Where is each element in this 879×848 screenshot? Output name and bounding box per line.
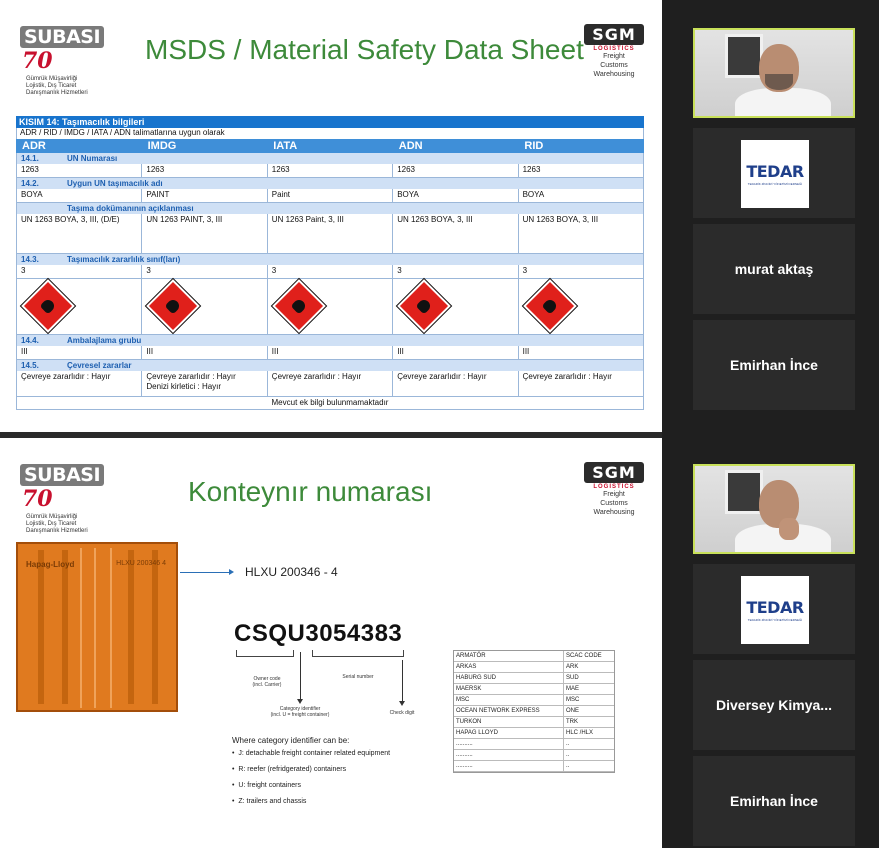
table-cell: SUD: [566, 675, 579, 681]
table-cell: 1263: [393, 164, 518, 178]
participant-tile[interactable]: [693, 660, 855, 750]
table-row: [454, 706, 614, 717]
check-digit-arrow: [402, 660, 403, 704]
table-cell: ARMATÖR: [454, 651, 564, 661]
table-cell: ARK: [566, 664, 579, 670]
category-arrow: [300, 652, 301, 702]
col-adn: ADN: [398, 140, 423, 152]
row-label-env: 14.5. Çevresel zararlar: [16, 360, 644, 371]
table-cell: 1263: [142, 164, 267, 178]
table-cell: 1263: [519, 164, 644, 178]
category-label: Category identifier (incl. U = freight container): [270, 706, 330, 718]
table-cell: ..........: [454, 739, 564, 749]
table-cell: ONE: [566, 708, 580, 714]
owner-brace: [236, 650, 294, 657]
participant-tile-tedar[interactable]: [693, 128, 855, 218]
table-row: [454, 750, 614, 761]
table-cell: 3: [142, 265, 267, 279]
table-row: [454, 695, 614, 706]
table-cell: Çevreye zararlıdır : Hayır: [268, 371, 393, 397]
subasi-logo-sub: Gümrük Müşavirliği Lojistik, Dış Ticaret Danışmanlık Hizmetleri: [26, 76, 88, 96]
table-row: [16, 265, 644, 279]
table-cell: III: [268, 346, 393, 360]
table-cell: Çevreye zararlıdır : Hayır: [393, 371, 518, 397]
participant-video-tile[interactable]: [693, 28, 855, 118]
table-row: [454, 673, 614, 684]
list-item: • Z: trailers and chassis: [232, 798, 307, 805]
table-row: [454, 684, 614, 695]
row-packing-cells: [16, 346, 644, 360]
table-footer: Mevcut ek bilgi bulunmamaktadır: [16, 397, 644, 410]
table-cell: 3: [519, 265, 644, 279]
table-row: [16, 164, 644, 178]
row-env-cells: [16, 371, 644, 397]
shipping-container-photo: [16, 542, 178, 712]
speaker-hand: [779, 518, 799, 540]
table-cell: 1263: [17, 164, 142, 178]
table-cell: UN 1263 BOYA, 3, III, (D/E): [17, 214, 142, 254]
tedar-logo: TEDAR TEDARİK ZİNCİRİ YÖNETİMİ DERNEĞİ: [741, 576, 809, 644]
sgm-logo: SGM LOGISTICS Freight Customs Warehousing: [584, 24, 644, 79]
section-header: KISIM 14: Taşımacılık bilgileri: [16, 116, 644, 128]
pointer-arrow: [180, 572, 232, 573]
section-subheader: ADR / RID / IMDG / IATA / ADN talimatlarına uygun olarak: [16, 128, 644, 139]
wall-picture: [725, 470, 763, 514]
participant-tile[interactable]: [693, 320, 855, 410]
table-cell: ..: [566, 752, 570, 758]
table-cell: 3: [268, 265, 393, 279]
table-cell: 3: [17, 265, 142, 279]
table-cell: HLC /HLX: [566, 730, 594, 736]
table-cell: Çevreye zararlıdır : Hayır: [519, 371, 644, 397]
table-cell: PAINT: [142, 189, 267, 203]
table-row: [16, 189, 644, 203]
table-cell: III: [142, 346, 267, 360]
msds-rows: [16, 153, 644, 279]
table-cell: UN 1263 BOYA, 3, III: [519, 214, 644, 254]
list-item: • J: detachable freight container related equipment: [232, 750, 391, 757]
list-item: • R: reefer (refridgerated) containers: [232, 766, 347, 773]
table-cell: BOYA: [519, 189, 644, 203]
scac-code-table: [453, 650, 615, 773]
flammable-hazard-icon: [147, 279, 201, 333]
table-cell: OCEAN NETWORK EXPRESS: [454, 706, 564, 716]
table-cell: HAPAG LLOYD: [454, 728, 564, 738]
container-number-example: CSQU3054383: [234, 620, 403, 647]
flammable-hazard-icon: [21, 279, 75, 333]
col-iata: IATA: [273, 140, 298, 152]
participant-tile[interactable]: [693, 224, 855, 314]
table-cell: ..........: [454, 761, 564, 771]
shared-slide-msds: [0, 0, 662, 432]
table-cell: UN 1263 Paint, 3, III: [268, 214, 393, 254]
table-row: [454, 651, 614, 662]
table-cell: Çevreye zararlıdır : Hayır: [17, 371, 142, 397]
participant-name: Emirhan İnce: [730, 793, 818, 809]
container-brand: Hapag-Lloyd: [26, 560, 75, 569]
slide-title: MSDS / Material Safety Data Sheet: [145, 34, 584, 65]
table-cell: UN 1263 BOYA, 3, III: [393, 214, 518, 254]
table-cell: BOYA: [17, 189, 142, 203]
table-row: [454, 717, 614, 728]
hazard-pictogram-row: [16, 279, 644, 335]
table-row: [454, 662, 614, 673]
slide-title: Konteynır numarası: [188, 476, 433, 507]
table-cell: MAERSK: [454, 684, 564, 694]
table-cell: MAE: [566, 686, 580, 692]
msds-table: [16, 116, 644, 410]
flammable-hazard-icon: [272, 279, 326, 333]
table-row: [454, 739, 614, 750]
participant-tile-tedar[interactable]: [693, 564, 855, 654]
table-cell: MSC: [454, 695, 564, 705]
row-label: 14.2. Uygun UN taşımacılık adı: [16, 178, 644, 189]
table-cell: TURKON: [454, 717, 564, 727]
table-cell: 1263: [268, 164, 393, 178]
container-code: HLXU 200346 4: [116, 560, 166, 567]
table-row: [454, 728, 614, 739]
table-cell: ..: [566, 741, 570, 747]
row-label-packing: 14.4. Ambalajlama grubu: [16, 335, 644, 346]
serial-brace: [312, 650, 404, 657]
list-item: • U: freight containers: [232, 782, 301, 789]
table-cell: UN 1263 PAINT, 3, III: [142, 214, 267, 254]
table-cell: III: [393, 346, 518, 360]
category-intro: Where category identifier can be:: [232, 736, 350, 745]
participant-name: murat aktaş: [734, 261, 814, 277]
table-row: [16, 214, 644, 254]
speaker-body: [735, 88, 831, 118]
tedar-logo: TEDAR TEDARİK ZİNCİRİ YÖNETİMİ DERNEĞİ: [741, 140, 809, 208]
flammable-hazard-icon: [397, 279, 451, 333]
table-cell: Paint: [268, 189, 393, 203]
row-label: 14.3. Taşımacılık zararlılık sınıf(ları): [16, 254, 644, 265]
table-cell: III: [519, 346, 644, 360]
table-cell: SCAC CODE: [566, 653, 602, 659]
wall-picture: [725, 34, 763, 78]
col-adr: ADR: [22, 140, 46, 152]
table-row: [454, 761, 614, 772]
table-cell: ..........: [454, 750, 564, 760]
hlxu-label: HLXU 200346 - 4: [245, 565, 338, 579]
table-cell: 3: [393, 265, 518, 279]
row-label: 14.1. UN Numarası: [16, 153, 644, 164]
column-headers: [16, 139, 644, 153]
flammable-hazard-icon: [523, 279, 577, 333]
row-label: Taşıma dokümanının açıklanması: [16, 203, 644, 214]
category-list: [232, 750, 390, 814]
col-rid: RID: [524, 140, 544, 152]
table-cell: BOYA: [393, 189, 518, 203]
table-cell: Çevreye zararlıdır : Hayır Denizi kirletici : Hayır: [142, 371, 267, 397]
subasi-logo: SUBASI70 Gümrük Müşavirliği Lojistik, Dış Ticaret Danışmanlık Hizmetleri: [20, 26, 135, 97]
table-cell: TRK: [566, 719, 578, 725]
participant-name: Diversey Kimya...: [716, 697, 832, 713]
participant-tile[interactable]: [693, 756, 855, 846]
participant-video-tile[interactable]: [693, 464, 855, 554]
serial-number-label: Serial number: [342, 674, 374, 680]
participant-name: Emirhan İnce: [730, 357, 818, 373]
shared-slide-container: [0, 438, 662, 848]
table-cell: III: [17, 346, 142, 360]
subasi-logo-sub: Gümrük Müşavirliği Lojistik, Dış Ticaret Danışmanlık Hizmetleri: [26, 514, 88, 534]
col-imdg: IMDG: [147, 140, 177, 152]
table-cell: HABURG SUD: [454, 673, 564, 683]
owner-code-label: Owner code (incl. Carrier): [252, 676, 282, 688]
table-cell: ARKAS: [454, 662, 564, 672]
subasi-logo: SUBASI70 Gümrük Müşavirliği Lojistik, Dış Ticaret Danışmanlık Hizmetleri: [20, 464, 135, 535]
table-cell: ..: [566, 763, 570, 769]
sgm-logo: SGM LOGISTICS Freight Customs Warehousing: [584, 462, 644, 517]
table-cell: MSC: [566, 697, 580, 703]
check-digit-label: Check digit: [389, 710, 415, 716]
